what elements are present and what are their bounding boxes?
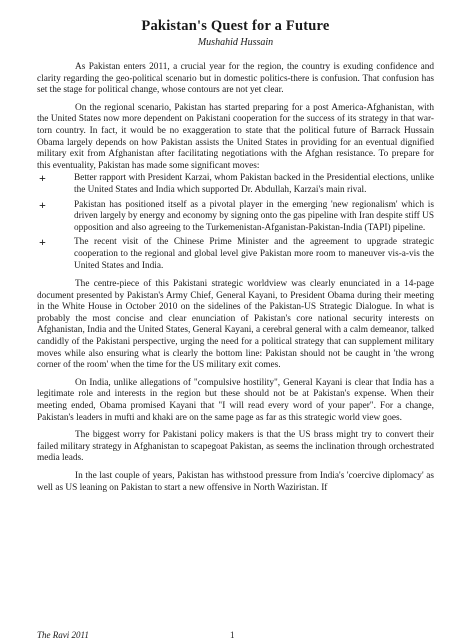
paragraph-biggest-worry: The biggest worry for Pakistani policy makers is that the US brass might try to convert their failed military strategy in Afghanistan to scapegoat Pakistan, as seems the inclination through orchestrated media leads. [37,430,434,464]
cross-bullet-icon: + [39,235,46,250]
article-author: Mushahid Hussain [197,37,274,48]
list-item [37,173,434,196]
paragraph-regional-scenario: On the regional scenario, Pakistan has started preparing for a post America-Afghanistan, with the United States now more dependent on Pakistani cooperation for the success of its strategy in that war-torn country. In fact, it would be no exaggeration to state that the political future of Barrack Hussain Obama largely depends on how Pakistan assists the United States in providing for an eventual dignified military exit from Afghanistan after facilitating negotiations with the Afghan resistance. To prepare for this eventuality, Pakistan has made some significant moves: [37,102,434,171]
list-item-text: The recent visit of the Chinese Prime Minister and the agreement to upgrade strategic cooperation to the regional and global level give Pakistan more room to maneuver vis-a-vis the United States and India. [74,237,434,271]
list-item-text: Better rapport with President Karzai, whom Pakistan backed in the Presidential elections, unlike the United States and India which supported Dr. Abdullah, Karzai's main rival. [74,173,434,195]
cross-bullet-icon: + [39,171,46,186]
journal-name: The Ravi 2011 [37,630,89,640]
article-title: Pakistan's Quest for a Future [141,18,330,34]
paragraph-strategic-worldview: The centre-piece of this Pakistani strategic worldview was clearly enunciated in a 14-page document presented by Pakistan's Army Chief, General Kayani, to President Obama during their meeting in the White House in October 2010 on the sidelines of the Pakistan-US Strategic Dialogue. In what is probably the most concise and clear enunciation of Pakistan's core national security interests on Afghanistan, India and the United States, General Kayani, a cerebral general with a calm demeanor, talked candidly of the Pakistani perspective, urging the need for a political strategy that can supplement military moves while also ensuring what is clearly the bottom line: Pakistan should not be caught in 'the wrong corner of the room' when the time for the US military exit comes. [37,279,434,371]
list-item [37,237,434,272]
page-number: 1 [230,630,235,640]
moves-list [37,173,434,272]
list-item [37,197,434,235]
paragraph-india: On India, unlike allegations of "compulsive hostility", General Kayani is clear that India has a legitimate role and interests in the region but these should not be at Pakistan's expense. When their meeting ended, Obama promised Kayani that "I will read every word of your paper". For a change, Pakistan's leaders in mufti and khaki are on the same page as far as this strategic world view goes. [37,377,434,423]
list-item-text: Pakistan has positioned itself as a pivotal player in the emerging 'new regionalism' which is driven largely by energy and economy by signing onto the gas pipeline with Iran despite stiff US opposition and also agreeing to the Turkemenistan-Afganistan-Pakistan-India (TAPI) pipeline. [74,199,434,233]
paragraph-intro: As Pakistan enters 2011, a crucial year for the region, the country is exuding confidence and clarity regarding the geo-political scenario but in domestic politics-there is confusion. That confusion has set the stage for political change, whose contours are not yet clear. [37,62,434,96]
paragraph-last-years: In the last couple of years, Pakistan has withstood pressure from India's 'coercive diplomacy' as well as US leaning on Pakistan to start a new offensive in North Waziristan. If [37,471,434,493]
cross-bullet-icon: + [39,197,46,212]
